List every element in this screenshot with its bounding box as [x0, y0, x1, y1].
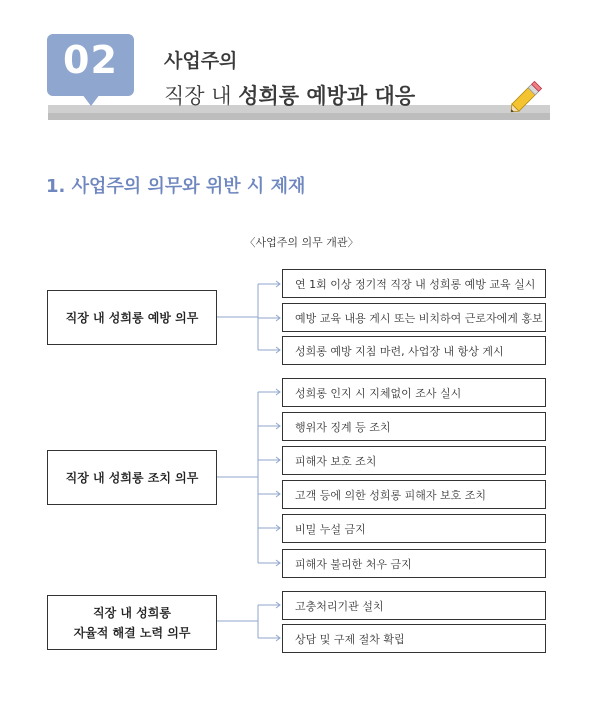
category-self-resolution-duty — [47, 595, 217, 650]
category-prevention-duty — [47, 290, 217, 345]
page-title-line1: 사업주의 — [164, 50, 238, 72]
duty-item: 고충처리기관 설치 — [282, 591, 546, 620]
category-label: 직장 내 성희롱 예방 의무 — [65, 310, 199, 325]
duty-item: 고객 등에 의한 성희롱 피해자 보호 조치 — [282, 480, 546, 509]
duty-item: 행위자 징계 등 조치 — [282, 412, 546, 441]
category-action-duty — [47, 450, 217, 505]
duty-item: 상담 및 구제 절차 확립 — [282, 624, 546, 653]
duty-item: 비밀 누설 금지 — [282, 514, 546, 543]
overview-caption: 〈사업주의 의무 개관〉 — [244, 236, 359, 249]
category-label-line1: 직장 내 성희롱 — [93, 605, 171, 620]
section-heading: 1. 사업주의 의무와 위반 시 제재 — [46, 176, 306, 197]
duty-item: 연 1회 이상 정기적 직장 내 성희롱 예방 교육 실시 — [282, 269, 546, 298]
page-title-line2-bold: 성희롱 예방과 대응 — [238, 84, 416, 108]
duty-item: 성희롱 인지 시 지체없이 조사 실시 — [282, 378, 546, 407]
category-label-line2: 자율적 해결 노력 의무 — [73, 625, 191, 640]
duty-item: 예방 교육 내용 게시 또는 비치하여 근로자에게 홍보 — [282, 303, 546, 332]
duty-item: 피해자 보호 조치 — [282, 446, 546, 475]
duty-item: 성희롱 예방 지침 마련, 사업장 내 항상 게시 — [282, 336, 546, 365]
page-title-line2-prefix: 직장 내 — [164, 84, 239, 108]
duty-item: 피해자 불리한 처우 금지 — [282, 549, 546, 578]
category-label: 직장 내 성희롱 조치 의무 — [65, 470, 199, 485]
chapter-number: 02 — [63, 38, 118, 82]
